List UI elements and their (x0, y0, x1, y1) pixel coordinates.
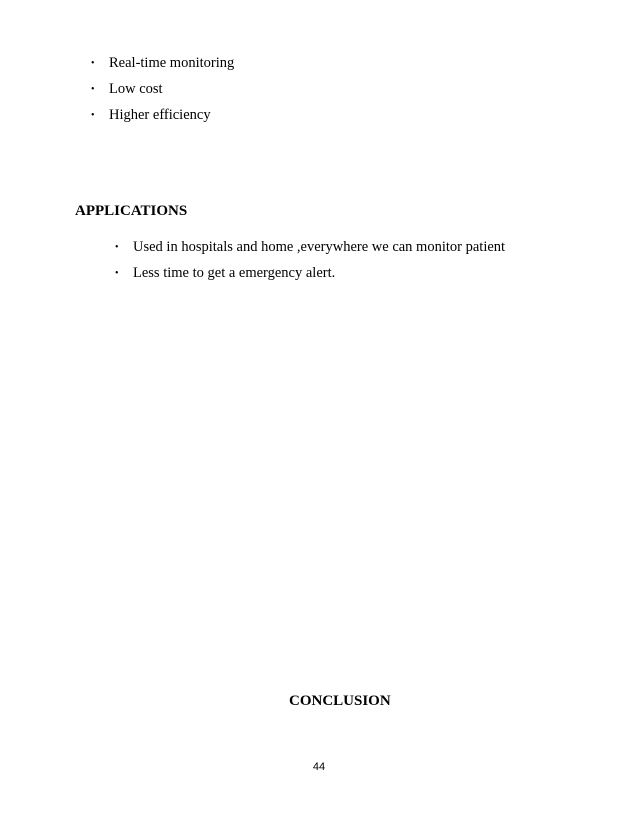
list-item-text: Low cost (109, 81, 163, 97)
list-item-text: Higher efficiency (109, 107, 211, 123)
bullet-icon: • (91, 58, 95, 69)
list-item-text: Real-time monitoring (109, 55, 235, 71)
conclusion-heading: CONCLUSION (289, 693, 391, 709)
bullet-icon: • (91, 110, 95, 121)
page-number: 44 (312, 761, 326, 773)
bullet-icon: • (91, 84, 95, 95)
bullet-icon: • (115, 268, 119, 279)
list-item-text: Used in hospitals and home ,everywhere we can monitor patient (133, 239, 506, 255)
list-item-text: Less time to get a emergency alert. (133, 265, 336, 281)
applications-heading: APPLICATIONS (75, 203, 188, 219)
bullet-icon: • (115, 242, 119, 253)
